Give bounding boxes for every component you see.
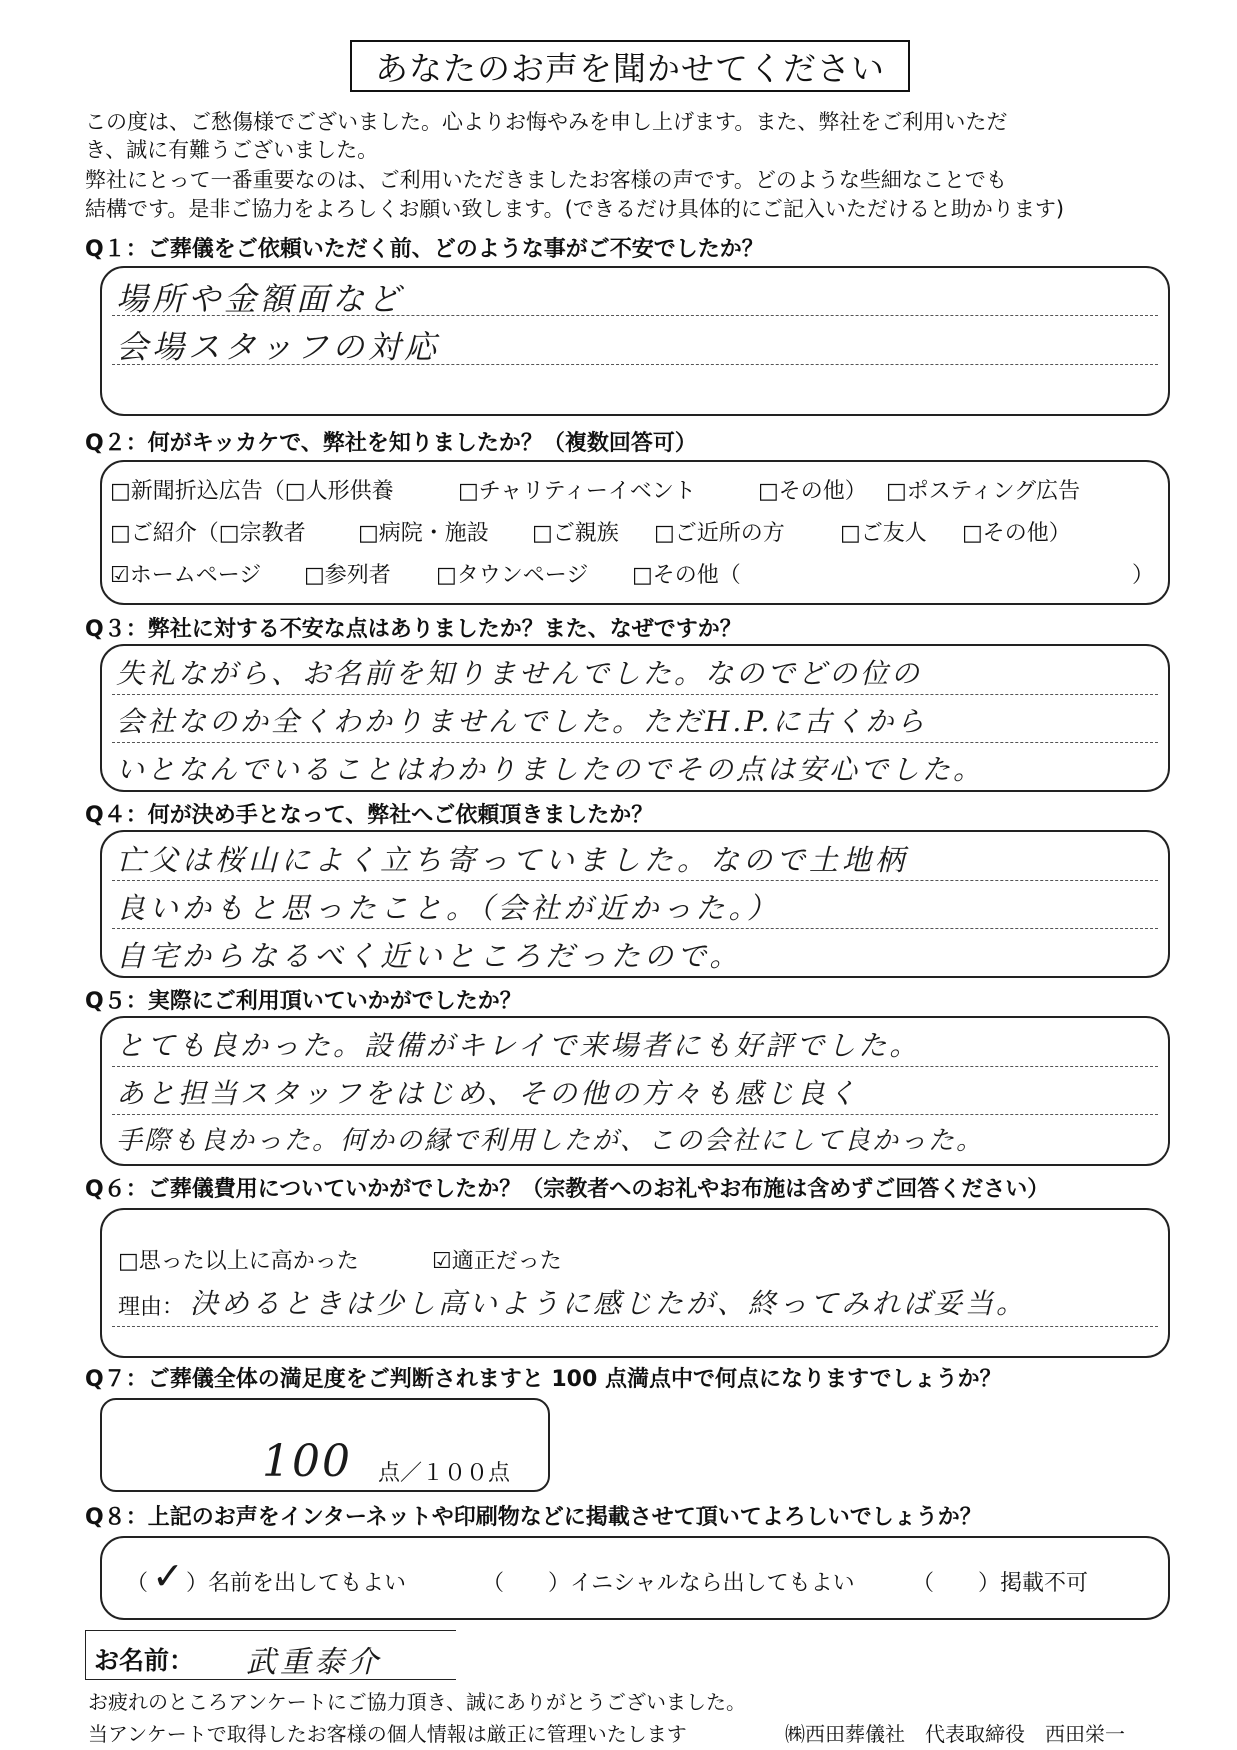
q2-opt-townpage[interactable]: □タウンページ [436,563,589,588]
footer-privacy: 当アンケートで取得したお客様の個人情報は厳正に管理いたします [88,1722,687,1746]
q6-opt-high[interactable]: □思った以上に高かった [118,1249,359,1274]
q2-opt-other-3-close: ） [1132,563,1155,588]
intro-line-2: き、誠に有難うございました。 [85,138,379,162]
q4-answer-box[interactable] [100,830,1170,978]
intro-line-1: この度は、ご愁傷様でございました。心よりお悔やみを申し上げます。また、弊社をご利用いただ [85,110,1008,134]
q5-answer-line-3: 手際も良かった。何かの縁で利用したが、この会社にして良かった。 [116,1126,985,1156]
name-field[interactable] [85,1630,456,1680]
q2-opt-other-3[interactable]: □その他（ [632,563,741,588]
q8-options-box [100,1536,1170,1620]
q5-answer-line-2: あと担当スタッフをはじめ、その他の方々も感じ良く [116,1077,859,1110]
q7-question: Q７：ご葬儀全体の満足度をご判断されますと 100 点満点中で何点になりますでしょうか？ [85,1367,1002,1392]
q2-opt-relatives[interactable]: □ご親族 [532,521,619,546]
q3-answer-line-2: 会社なのか全くわかりませんでした。ただH.P.に古くから [116,705,928,738]
q4-answer-line-1: 亡父は桜山によく立ち寄っていました。なので土地柄 [116,843,909,877]
q2-options-box [100,460,1170,605]
q8-check-mark[interactable]: ✓ [152,1554,188,1598]
q2-opt-introduction[interactable]: □ご紹介（□宗教者 [110,521,306,546]
q8-question: Q８：上記のお声をインターネットや印刷物などに掲載させて頂いてよろしいでしょうか？ [85,1505,982,1530]
q3-question: Q３：弊社に対する不安な点はありましたか？また、なぜですか？ [85,617,742,642]
q3-answer-box[interactable] [100,644,1170,792]
q6-reason-label: 理由： [118,1295,185,1320]
q7-score-value: 100 [262,1436,352,1487]
intro-line-3: 弊社にとって一番重要なのは、ご利用いただきましたお客様の声です。どのような些細なことでも [85,168,1007,192]
name-label: お名前： [94,1646,195,1675]
q1-answer-line-1: 場所や金額面など [116,280,405,318]
q6-answer-box [100,1208,1170,1358]
q2-opt-posting[interactable]: □ポスティング広告 [886,479,1081,504]
q7-score-box[interactable] [100,1398,550,1492]
q2-opt-other-2[interactable]: □その他） [962,521,1071,546]
q8-opt-name-ok: ）名前を出してもよい [186,1571,407,1596]
q2-opt-friend[interactable]: □ご友人 [840,521,927,546]
intro-line-4: 結構です。是非ご協力をよろしくお願い致します。(できるだけ具体的にご記入いただけると助かります) [85,197,1065,221]
q8-opt-not-allowed[interactable]: （ ）掲載不可 [912,1571,1089,1596]
q1-answer-line-2: 会場スタッフの対応 [116,328,441,366]
q6-question: Q６：ご葬儀費用についていかがでしたか？（宗教者へのお礼やお布施は含めずご回答ください） [85,1177,1050,1202]
q2-opt-attendee[interactable]: □参列者 [304,563,391,588]
footer-company: ㈱西田葬儀社 代表取締役 西田栄一 [785,1722,1125,1746]
q1-question: Q１：ご葬儀をご依頼いただく前、どのような事がご不安でしたか？ [85,237,764,262]
q1-answer-box[interactable] [100,266,1170,416]
name-value: 武重泰介 [246,1645,382,1680]
q2-opt-homepage[interactable]: ☑ホームページ [110,563,262,588]
q2-opt-neighbor[interactable]: □ご近所の方 [654,521,785,546]
q4-answer-line-3: 自宅からなるべく近いところだったので。 [116,939,743,973]
q5-answer-line-1: とても良かった。設備がキレイで来場者にも好評でした。 [116,1029,921,1062]
q5-answer-box[interactable] [100,1016,1170,1166]
q3-answer-line-1: 失礼ながら、お名前を知りませんでした。なのでどの位の [116,657,923,690]
footer-thanks: お疲れのところアンケートにご協力頂き、誠にありがとうございました。 [88,1690,746,1714]
q6-reason-text: 決めるときは少し高いように感じたが、終ってみれば妥当。 [190,1287,1028,1320]
q2-opt-hospital[interactable]: □病院・施設 [358,521,489,546]
q8-paren-open: （ [126,1571,149,1596]
q4-question: Q４：何が決め手となって、弊社へご依頼頂きましたか？ [85,803,654,828]
q5-question: Q５：実際にご利用頂いていかがでしたか？ [85,989,522,1014]
page-title: あなたのお声を聞かせてください [350,40,910,92]
q2-opt-charity[interactable]: □チャリティーイベント [458,479,696,504]
q7-score-suffix: 点／１００点 [378,1461,511,1486]
q3-answer-line-3: いとなんでいることはわかりましたのでその点は安心でした。 [116,753,985,786]
q4-answer-line-2: 良いかもと思ったこと。（会社が近かった。） [116,891,781,925]
q2-question: Q２：何がキッカケで、弊社を知りましたか？（複数回答可） [85,431,697,456]
q8-opt-initial-ok[interactable]: （ ）イニシャルなら出してもよい [482,1571,855,1596]
q6-opt-fair[interactable]: ☑適正だった [432,1249,562,1274]
q2-opt-newspaper[interactable]: □新聞折込広告（□人形供養 [110,479,394,504]
q2-opt-other-1[interactable]: □その他） [758,479,867,504]
